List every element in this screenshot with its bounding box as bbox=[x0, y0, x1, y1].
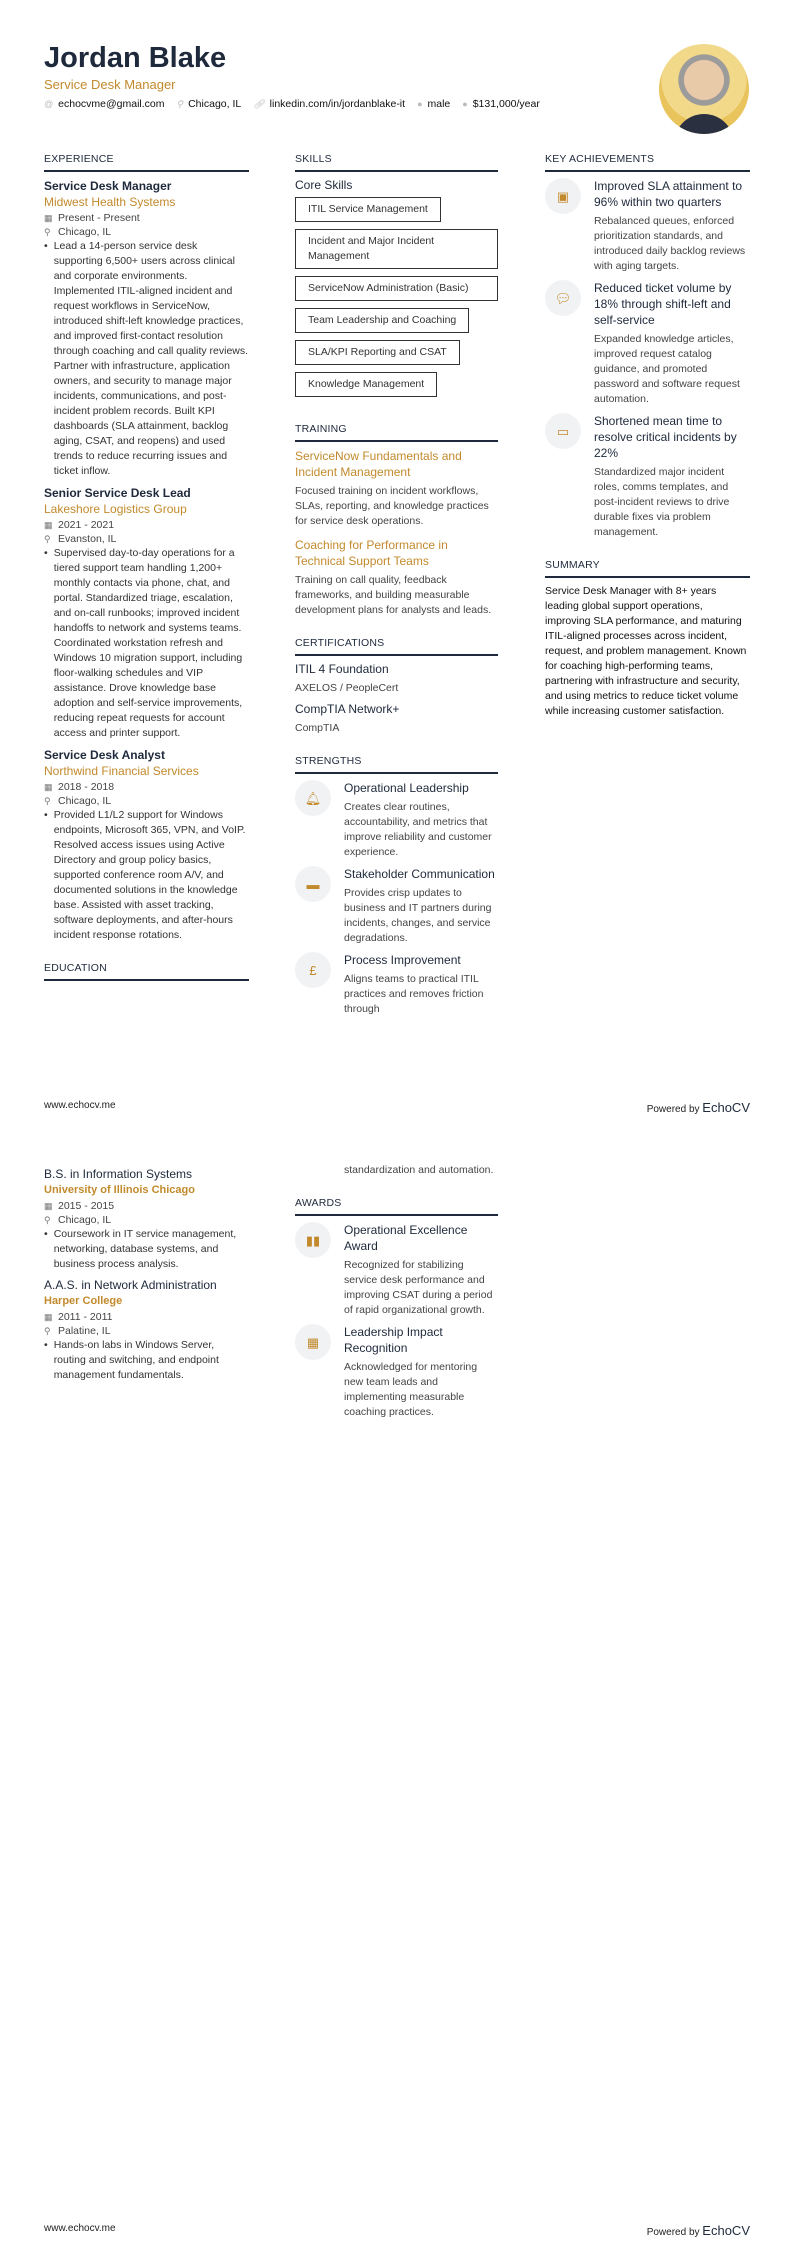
calendar-icon: ▦ bbox=[44, 520, 53, 530]
training-title: ServiceNow Fundamentals and Incident Management bbox=[295, 449, 462, 479]
company-name: Midwest Health Systems bbox=[44, 195, 176, 209]
education-location: Chicago, IL bbox=[58, 1214, 112, 1226]
strength-description: Provides crisp updates to business and IT partners during incidents, changes, and service degradations. bbox=[344, 887, 492, 944]
achievement-item bbox=[545, 178, 750, 274]
education-location: Palatine, IL bbox=[58, 1325, 111, 1337]
bullet-icon: • bbox=[44, 1228, 48, 1240]
job-title: Service Desk Manager bbox=[44, 179, 172, 193]
summary-section bbox=[545, 558, 750, 719]
degree: A.A.S. in Network Administration bbox=[44, 1278, 217, 1292]
strength-description-continued: standardization and automation. bbox=[344, 1164, 494, 1176]
right-column bbox=[545, 152, 750, 719]
calendar-icon: ▦ bbox=[44, 782, 53, 792]
location-icon: ⚲ bbox=[44, 1215, 51, 1225]
left-column bbox=[44, 1167, 249, 1389]
strength-title: Operational Leadership bbox=[344, 781, 469, 795]
contact-gender bbox=[417, 98, 450, 110]
footer-powered-by[interactable] bbox=[647, 1100, 750, 1115]
achievement-title: Shortened mean time to resolve critical incidents by 22% bbox=[594, 414, 737, 460]
middle-column bbox=[295, 1163, 498, 1426]
link-icon: 🔗︎ bbox=[253, 98, 265, 109]
brand-logo: EchoCV bbox=[702, 2223, 750, 2238]
awards-section bbox=[295, 1196, 498, 1420]
achievement-description: Expanded knowledge articles, improved request catalog guidance, and promoted password and software request automation. bbox=[594, 333, 740, 405]
training-description: Focused training on incident workflows, SLAs, reporting, and knowledge practices for service desk operations. bbox=[295, 485, 489, 527]
location-icon: ⚲ bbox=[44, 227, 51, 237]
section-heading-summary: SUMMARY bbox=[545, 558, 750, 578]
achievements-section bbox=[545, 152, 750, 540]
skill-tag: Team Leadership and Coaching bbox=[295, 308, 469, 333]
skill-tag: Knowledge Management bbox=[295, 372, 437, 397]
contact-salary bbox=[462, 98, 540, 110]
education-description: Hands-on labs in Windows Server, routing and switching, and endpoint management fundamentals. bbox=[53, 1339, 219, 1381]
calendar-icon: ▦ bbox=[44, 1312, 53, 1322]
school-name: Harper College bbox=[44, 1295, 123, 1307]
experience-item bbox=[44, 178, 249, 479]
skill-tag: ITIL Service Management bbox=[295, 197, 441, 222]
skills-group-title: Core Skills bbox=[295, 178, 353, 192]
money-icon: ● bbox=[462, 99, 468, 109]
summary-text: Service Desk Manager with 8+ years leading global support operations, improving SLA performance, and maturing ITIL-aligned processes across incident, request, and problem management. Known for coaching high-performing teams, partnering with infrastructure and security, and using metrics to reduce ticket volume while increasing customer satisfaction. bbox=[545, 585, 747, 717]
education-dates: 2015 - 2015 bbox=[58, 1200, 115, 1212]
footer-site-link[interactable]: www.echocv.me bbox=[44, 1100, 116, 1111]
skill-tag: Incident and Major Incident Management bbox=[295, 229, 498, 269]
chat-icon: 💬︎ bbox=[545, 280, 581, 316]
resume-page-2 bbox=[0, 1123, 794, 2246]
location-icon: ⚲ bbox=[176, 98, 184, 109]
job-description: Provided L1/L2 support for Windows endpoints, Microsoft 365, VPN, and VoIP. Resolved access issues using Active Directory and group policy basics, supported conference room A/V, and documented solutions in the knowledge base. Assisted with asset tracking, software deployments, and after-hours incident response rotations. bbox=[53, 809, 246, 941]
certification-issuer: AXELOS / PeopleCert bbox=[295, 682, 399, 694]
strengths-section bbox=[295, 754, 498, 1017]
company-name: Lakeshore Logistics Group bbox=[44, 502, 187, 516]
award-title: Operational Excellence Award bbox=[344, 1223, 468, 1253]
training-title: Coaching for Performance in Technical Support Teams bbox=[295, 538, 448, 568]
calendar-icon: ▦ bbox=[44, 213, 53, 223]
contact-email[interactable] bbox=[44, 98, 165, 110]
candidate-name: Jordan Blake bbox=[44, 42, 227, 74]
section-heading-awards: AWARDS bbox=[295, 1196, 498, 1216]
email-text: echocvme@gmail.com bbox=[58, 98, 165, 110]
degree: B.S. in Information Systems bbox=[44, 1167, 193, 1181]
award-description: Acknowledged for mentoring new team leads and implementing measurable coaching practices. bbox=[344, 1361, 478, 1418]
achievement-description: Standardized major incident roles, comms templates, and post-incident reviews to drive durable fixes via problem management. bbox=[594, 466, 730, 538]
certification-name: ITIL 4 Foundation bbox=[295, 662, 389, 676]
contact-row bbox=[44, 98, 540, 110]
strength-item bbox=[295, 866, 498, 946]
award-title: Leadership Impact Recognition bbox=[344, 1325, 443, 1355]
job-location: Evanston, IL bbox=[58, 533, 117, 545]
achievement-item bbox=[545, 413, 750, 540]
badge-icon: ▬ bbox=[295, 866, 331, 902]
footer-powered-by[interactable] bbox=[647, 2223, 750, 2238]
certification-issuer: CompTIA bbox=[295, 722, 340, 734]
linkedin-text: linkedin.com/in/jordanblake-it bbox=[269, 98, 406, 110]
achievement-title: Improved SLA attainment to 96% within two quarters bbox=[594, 179, 743, 209]
school-name: University of Illinois Chicago bbox=[44, 1184, 195, 1196]
calendar-icon: ▦ bbox=[295, 1324, 331, 1360]
section-heading-training: TRAINING bbox=[295, 422, 498, 442]
salary-text: $131,000/year bbox=[472, 98, 540, 110]
education-item bbox=[44, 1167, 249, 1272]
education-item bbox=[44, 1278, 249, 1383]
award-item bbox=[295, 1324, 498, 1420]
powered-by-text: Powered by bbox=[646, 2227, 700, 2238]
bullet-icon: • bbox=[44, 547, 48, 559]
job-title: Senior Service Desk Lead bbox=[44, 486, 191, 500]
strength-description: Aligns teams to practical ITIL practices and removes friction through bbox=[344, 973, 484, 1015]
bullet-icon: • bbox=[44, 240, 48, 252]
company-name: Northwind Financial Services bbox=[44, 764, 199, 778]
bell-icon: 🔔︎ bbox=[295, 780, 331, 816]
job-description: Lead a 14-person service desk supporting 6,500+ users across clinical and corporate environments. Implemented ITIL-aligned incident and request workflows in ServiceNow, introduced shift-left knowledge practices, and improved first-contact resolution through coaching and call quality reviews. Partner with infrastructure, application owners, and security to manage major incidents, communications, and post-incident problem records. Built KPI dashboards (SLA attainment, backlog aging, CSAT, and reopens) and used trends to reduce recurring issues and ticket inflow. bbox=[53, 240, 249, 477]
education-dates: 2011 - 2011 bbox=[58, 1311, 113, 1323]
book-icon: ▮▮ bbox=[295, 1222, 331, 1258]
job-dates: Present - Present bbox=[58, 212, 140, 224]
brand-logo: EchoCV bbox=[702, 1100, 750, 1115]
achievement-item bbox=[545, 280, 750, 407]
job-title: Service Desk Analyst bbox=[44, 748, 165, 762]
training-description: Training on call quality, feedback frameworks, and building measurable development plans for analysts and leads. bbox=[295, 574, 492, 616]
gender-text: male bbox=[427, 98, 451, 110]
achievement-title: Reduced ticket volume by 18% through shift-left and self-service bbox=[594, 281, 732, 327]
contact-linkedin[interactable] bbox=[253, 98, 405, 110]
middle-column bbox=[295, 152, 498, 1023]
certifications-section bbox=[295, 636, 498, 736]
powered-by-text: Powered by bbox=[646, 1104, 700, 1115]
skill-tag: SLA/KPI Reporting and CSAT bbox=[295, 340, 460, 365]
job-location: Chicago, IL bbox=[58, 226, 112, 238]
achievement-description: Rebalanced queues, enforced prioritization standards, and introduced daily backlog reviews with aging targets. bbox=[594, 215, 746, 272]
calendar-icon: ▦ bbox=[44, 1201, 53, 1211]
section-heading-achievements: KEY ACHIEVEMENTS bbox=[545, 152, 750, 172]
skills-section bbox=[295, 152, 498, 404]
job-location: Chicago, IL bbox=[58, 795, 112, 807]
location-icon: ⚲ bbox=[44, 534, 51, 544]
location-icon: ⚲ bbox=[44, 1326, 51, 1336]
section-heading-certifications: CERTIFICATIONS bbox=[295, 636, 498, 656]
candidate-title: Service Desk Manager bbox=[44, 77, 176, 92]
job-dates: 2021 - 2021 bbox=[58, 519, 115, 531]
education-description: Coursework in IT service management, networking, database systems, and business process analysis. bbox=[53, 1228, 237, 1270]
section-heading-experience: EXPERIENCE bbox=[44, 152, 249, 172]
award-item bbox=[295, 1222, 498, 1318]
section-heading-strengths: STRENGTHS bbox=[295, 754, 498, 774]
section-heading-skills: SKILLS bbox=[295, 152, 498, 172]
bullet-icon: • bbox=[44, 809, 48, 821]
certification-name: CompTIA Network+ bbox=[295, 702, 400, 716]
archive-icon: ▭ bbox=[545, 413, 581, 449]
strength-title: Stakeholder Communication bbox=[344, 867, 495, 881]
experience-item bbox=[44, 747, 249, 943]
experience-item bbox=[44, 485, 249, 741]
job-dates: 2018 - 2018 bbox=[58, 781, 115, 793]
strength-item bbox=[295, 780, 498, 860]
contact-location bbox=[177, 98, 242, 110]
user-icon: ● bbox=[417, 99, 423, 109]
strength-description: Creates clear routines, accountability, and metrics that improve reliability and customer experience. bbox=[344, 801, 492, 858]
award-description: Recognized for stabilizing service desk performance and improving CSAT during a period of rapid organizational growth. bbox=[344, 1259, 493, 1316]
training-section bbox=[295, 422, 498, 618]
document-icon: £ bbox=[295, 952, 331, 988]
location-text: Chicago, IL bbox=[188, 98, 242, 110]
strength-title: Process Improvement bbox=[344, 953, 461, 967]
calendar-chart-icon: ▣ bbox=[545, 178, 581, 214]
footer-site-link[interactable]: www.echocv.me bbox=[44, 2223, 116, 2234]
left-column bbox=[44, 152, 249, 987]
bullet-icon: • bbox=[44, 1339, 48, 1351]
location-icon: ⚲ bbox=[44, 796, 51, 806]
strength-item bbox=[295, 952, 498, 1017]
section-heading-education: EDUCATION bbox=[44, 961, 249, 981]
job-description: Supervised day-to-day operations for a tiered support team handling 1,200+ monthly contacts via phone, chat, and portal. Standardized triage, escalation, and on-call runbooks; improved incident handoffs to network and systems teams. Coordinated workstation refresh and Windows 10 migration support, including floor-walking schedules and VIP assistance. Drove knowledge base adoption and self-service improvements, reducing repeat requests for account access and printer support. bbox=[53, 547, 243, 739]
skill-tag: ServiceNow Administration (Basic) bbox=[295, 276, 498, 301]
at-icon: @ bbox=[44, 99, 54, 109]
profile-photo bbox=[659, 44, 749, 134]
